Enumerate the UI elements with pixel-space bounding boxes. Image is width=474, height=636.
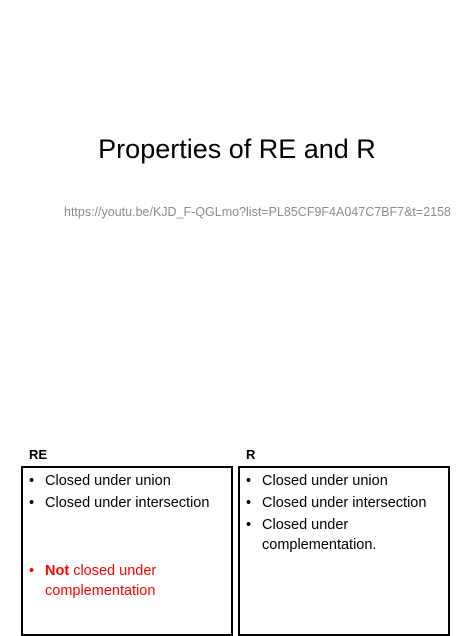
list-item-text: Closed under intersection — [45, 495, 210, 511]
list-item — [240, 471, 448, 491]
re-properties-list — [23, 468, 231, 601]
r-properties-list — [240, 468, 448, 555]
list-item — [23, 493, 231, 513]
list-item-text: Closed under union — [45, 473, 171, 489]
list-item — [240, 515, 448, 555]
r-properties-box — [238, 466, 450, 636]
list-item-text: Closed under intersection — [262, 495, 427, 511]
list-item-text: Closed under complementation. — [262, 517, 377, 553]
negation-text: Not — [45, 563, 70, 579]
re-properties-box — [21, 466, 233, 636]
re-column-heading: RE — [29, 447, 48, 462]
bullet-icon: • — [246, 473, 252, 489]
list-item-text: closed under complementation — [45, 563, 157, 599]
bullet-icon: • — [29, 473, 35, 489]
bullet-icon: • — [246, 517, 252, 533]
list-item — [240, 493, 448, 513]
list-item-not-closed — [23, 561, 231, 601]
bullet-icon: • — [246, 495, 252, 511]
bullet-icon: • — [29, 563, 35, 579]
r-column-heading: R — [246, 447, 256, 462]
list-item-text: Closed under union — [262, 473, 388, 489]
list-item — [23, 471, 231, 491]
slide-title: Properties of RE and R — [98, 134, 376, 164]
bullet-icon: • — [29, 495, 35, 511]
video-link[interactable]: https://youtu.be/KJD_F-QGLmo?list=PL85CF9F4A047C7BF7&t=2158 — [64, 205, 452, 219]
